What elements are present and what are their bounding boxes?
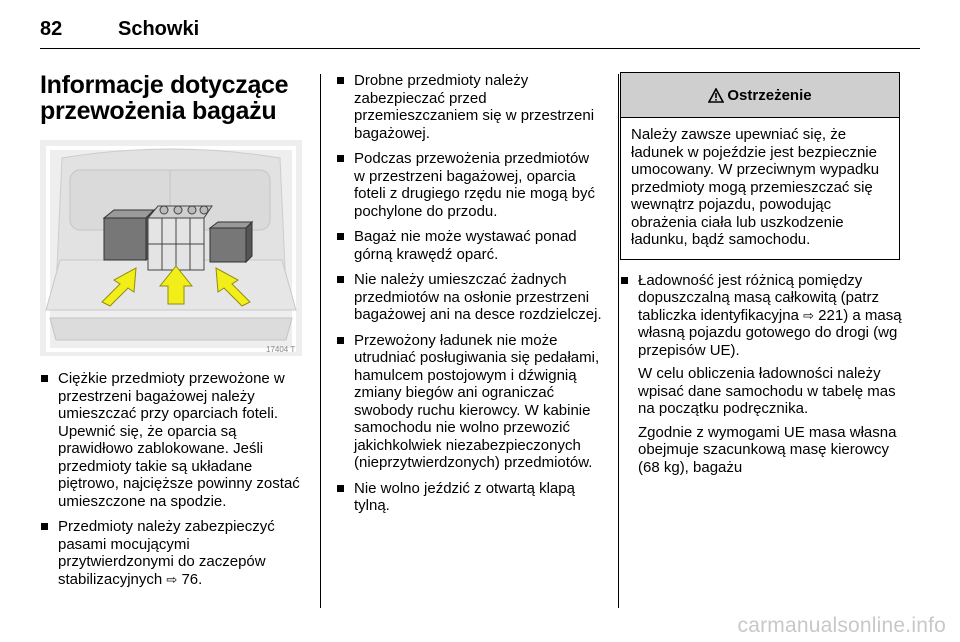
column-divider-1 xyxy=(320,74,321,608)
column-3 xyxy=(620,72,902,484)
section-title-line-2: przewożenia bagażu xyxy=(40,97,277,125)
list-item: Przewożony ładunek nie może utrudniać posługiwania się pedałami, hamulcem postojowym i dźwignią zmiany biegów ani ograniczać swobody ruchu kierowcy. W kabinie samochodu nie wolno przewozić jakichkolwiek niezabezpieczonych (nieprzytwierdzonych) przedmiotów. xyxy=(336,332,604,472)
list-item-text: Ładowność jest różnicą pomiędzy dopuszczalną masą całkowitą (patrz tabliczka identyfikacyjna xyxy=(638,271,879,324)
column-3-bullet-list xyxy=(620,272,902,477)
page-reference-arrow-icon[interactable]: ⇨ xyxy=(803,307,814,323)
page-reference[interactable]: 76. xyxy=(177,570,203,588)
list-item xyxy=(40,370,302,510)
column-1-bullet-list xyxy=(40,370,302,596)
paragraph: W celu obliczenia ładowności należy wpisać dane samochodu w tabelę mas na początku podręcznika. xyxy=(638,365,896,417)
list-item xyxy=(40,518,302,588)
list-item-text-continued: 221) a masą własną pojazdu gotowego do drogi (wg przepisów UE). xyxy=(638,306,902,359)
list-item: Nie wolno jeździć z otwartą klapą tylną. xyxy=(336,480,604,515)
paragraph: Zgodnie z wymogami UE masa własna obejmuje szacunkową masę kierowcy (68 kg), bagażu xyxy=(638,423,897,476)
section-title xyxy=(40,72,302,124)
warning-box xyxy=(620,72,900,260)
figure-code: 17404 T xyxy=(266,345,296,354)
column-2 xyxy=(336,72,604,523)
list-item: Drobne przedmioty należy zabezpieczać przed przemieszczaniem się w przestrzeni bagażowej. xyxy=(336,72,604,142)
list-item: Bagaż nie może wystawać ponad górną krawędź oparć. xyxy=(336,228,604,263)
list-item: Nie należy umieszczać żadnych przedmiotów na osłonie przestrzeni bagażowej ani na desce rozdzielczej. xyxy=(336,271,604,324)
page-reference-arrow-icon[interactable]: ⇨ xyxy=(166,571,178,587)
column-2-bullet-list xyxy=(336,72,604,515)
cargo-area-illustration xyxy=(40,140,302,356)
section-title-line-1: Informacje dotyczące xyxy=(40,71,289,99)
list-item-text: Ciężkie przedmioty przewożone w przestrzeni bagażowej należy umieszczać przy oparciach foteli. Upewnić się, że oparcia są prawidłowo zablokowane. Jeśli przedmioty takie są układane piętrowo, najcięższe powinny zostać umieszczone na spodzie. xyxy=(58,370,300,510)
warning-title: Ostrzeżenie xyxy=(727,86,812,104)
list-item xyxy=(620,272,902,477)
warning-header xyxy=(621,73,899,118)
warning-text: Należy zawsze upewniać się, że ładunek w pojeździe jest bezpiecznie umocowany. W przeciwnym wypadku przedmioty mogą przemieszczać się wewnątrz pojazdu, powodując obrażenia ciała lub uszkodzenie ładunku, bądź samochodu. xyxy=(631,126,880,248)
column-divider-2 xyxy=(618,74,619,608)
page-header xyxy=(40,14,920,49)
list-item: Podczas przewożenia przedmiotów w przestrzeni bagażowej, oparcia foteli z drugiego rzędu nie mogą być pochylone do przodu. xyxy=(336,150,604,220)
page-number: 82 xyxy=(40,18,63,40)
chapter-title: Schowki xyxy=(118,18,200,40)
watermark: carmanualsonline.info xyxy=(737,614,946,637)
list-item-text: Przedmioty należy zabezpieczyć pasami mocującymi przytwierdzonymi do zaczepów stabilizacyjnych xyxy=(58,518,275,588)
trunk-diagram-image xyxy=(40,140,302,356)
warning-triangle-icon xyxy=(708,88,724,103)
